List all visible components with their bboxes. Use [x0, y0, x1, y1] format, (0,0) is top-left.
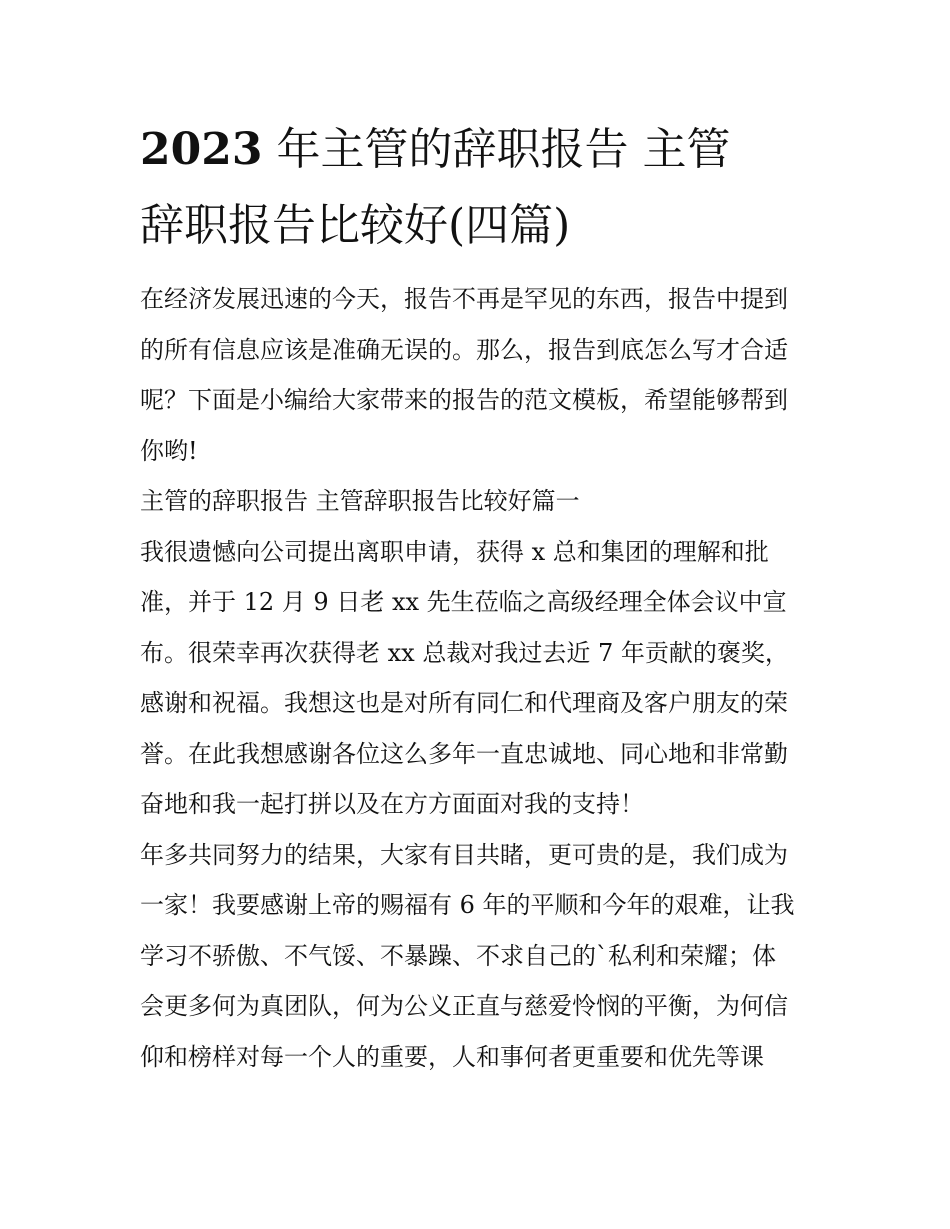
body-line: 布。很荣幸再次获得老 xx 总裁对我过去近 7 年贡献的褒奖，	[140, 638, 789, 667]
body-line: 会更多何为真团队，何为公义正直与慈爱怜悯的平衡，为何信	[140, 992, 788, 1020]
body-line: 一家！我要感谢上帝的赐福有 6 年的平顺和今年的艰难，让我	[140, 891, 795, 919]
section-heading: 主管的辞职报告 主管辞职报告比较好篇一	[140, 487, 580, 515]
body-line: 仰和榜样对每一个人的重要，人和事何者更重要和优先等课	[140, 1042, 764, 1071]
body-line: 奋地和我一起打拼以及在方方面面对我的支持！	[140, 790, 644, 818]
title-year: 2023	[140, 124, 263, 175]
body-line: 年多共同努力的结果，大家有目共睹，更可贵的是，我们成为	[140, 840, 788, 869]
body-line: 誉。在此我想感谢各位这么多年一直忠诚地、同心地和非常勤	[140, 739, 788, 768]
body-line: 学习不骄傲、不气馁、不暴躁、不求自己的`私利和荣耀；体	[140, 941, 776, 970]
title-line-2: 辞职报告比较好(四篇)	[140, 200, 571, 251]
body-line: 在经济发展迅速的今天，报告不再是罕见的东西，报告中提到	[140, 285, 788, 313]
body-line: 准，并于 12 月 9 日老 xx 先生莅临之高级经理全体会议中宣	[140, 588, 787, 616]
document-title	[140, 112, 820, 264]
document-page	[140, 112, 820, 1082]
body-line: 我很遗憾向公司提出离职申请，获得 x 总和集团的理解和批	[140, 537, 769, 566]
document-body	[140, 274, 820, 1082]
title-line-1	[140, 124, 730, 175]
title-line-1-rest: 年主管的辞职报告 主管	[262, 124, 731, 175]
body-line: 的所有信息应该是准确无误的。那么，报告到底怎么写才合适	[140, 335, 788, 364]
body-line: 呢？下面是小编给大家带来的报告的范文模板，希望能够帮到	[140, 386, 788, 414]
body-line: 感谢和祝福。我想这也是对所有同仁和代理商及客户朋友的荣	[140, 689, 788, 717]
body-line: 你哟!	[140, 436, 198, 465]
